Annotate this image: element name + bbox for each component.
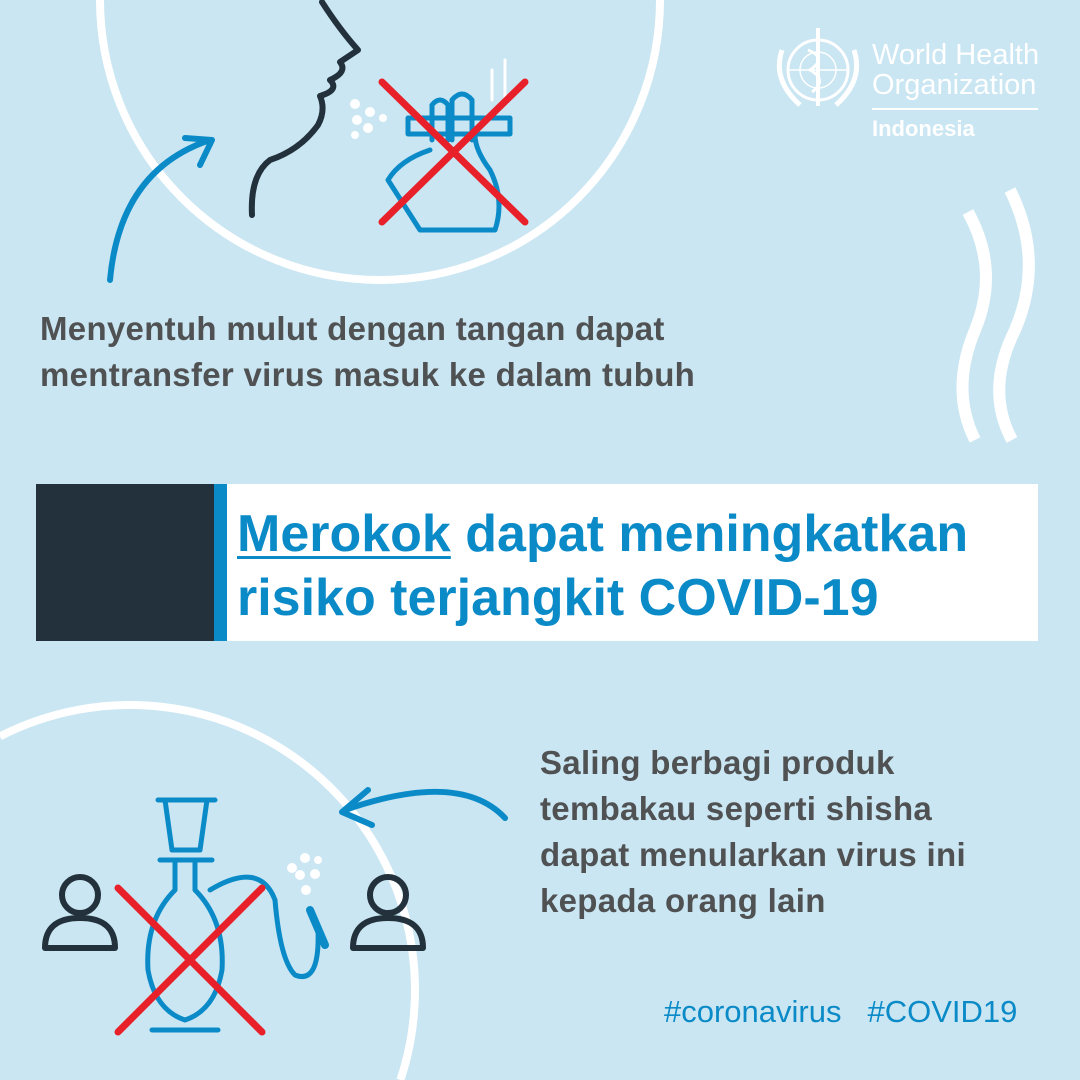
hashtags xyxy=(664,994,1017,1030)
headline-line-1: dapat meningkatkan xyxy=(450,505,969,563)
headline-line-2: risiko terjangkit COVID-19 xyxy=(237,569,879,627)
logo-line-2: Organization xyxy=(872,69,1037,101)
caption-line: Saling berbagi produk xyxy=(540,744,895,781)
top-caption xyxy=(40,306,695,398)
hashtag: #coronavirus xyxy=(664,994,842,1029)
shisha-sharing-icon xyxy=(45,790,505,1032)
caption-line: mentransfer virus masuk ke dalam tubuh xyxy=(40,356,696,393)
headline-dark-block xyxy=(36,484,214,641)
headline xyxy=(237,502,968,630)
headline-highlight: Merokok xyxy=(237,505,451,563)
face-smoking-icon xyxy=(110,2,525,280)
caption-line: kepada orang lain xyxy=(540,882,826,919)
hashtag: #COVID19 xyxy=(867,994,1018,1029)
wave-decoration xyxy=(963,212,986,440)
caption-line: Menyentuh mulut dengan tangan dapat xyxy=(40,310,665,347)
caption-line: tembakau seperti shisha xyxy=(540,790,933,827)
cross-icon xyxy=(118,888,262,1032)
logo-divider xyxy=(872,108,1038,110)
logo-country: Indonesia xyxy=(872,116,975,141)
who-emblem-logo xyxy=(779,28,856,106)
who-logo-wordmark xyxy=(872,40,1039,100)
headline-accent-stripe xyxy=(214,484,227,641)
caption-line: dapat menularkan virus ini xyxy=(540,836,966,873)
wave-decoration xyxy=(999,190,1029,440)
logo-line-1: World Health xyxy=(872,39,1040,71)
bottom-caption xyxy=(540,740,966,924)
